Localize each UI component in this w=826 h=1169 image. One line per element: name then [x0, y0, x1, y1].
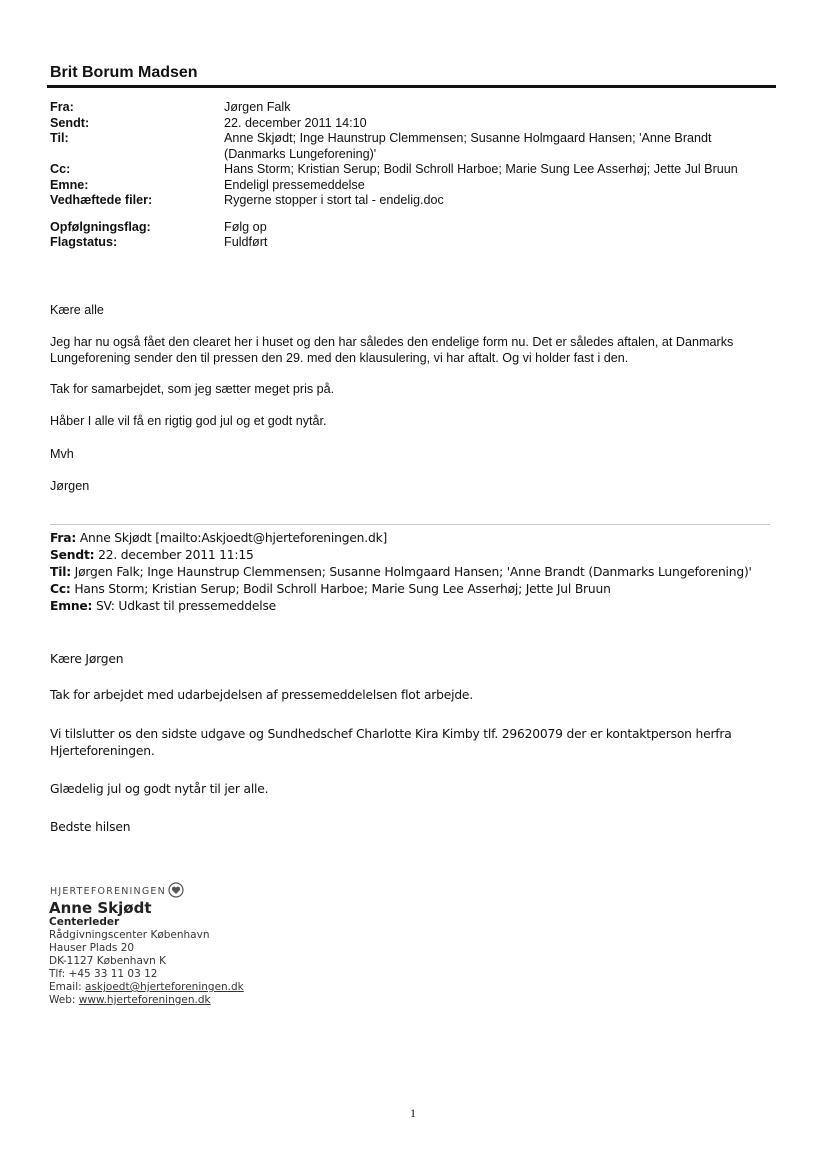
header-from: [50, 100, 770, 116]
header-flag: [50, 220, 770, 236]
header-attachments: [50, 193, 770, 209]
header-value: Anne Skjødt; Inge Haunstrup Clemmensen; Susanne Holmgaard Hansen; 'Anne Brandt (Danmarks Lungeforening)': [224, 131, 712, 161]
header-label: Til:: [50, 131, 69, 145]
fwd-to: Til: Jørgen Falk; Inge Haunstrup Clemmensen; Susanne Holmgaard Hansen; 'Anne Brandt (Danmarks Lungeforening)': [50, 565, 752, 579]
header-flag-status: [50, 235, 770, 251]
signature-city: DK-1127 København K: [49, 955, 166, 967]
forwarded-header: [50, 530, 770, 615]
body-paragraph: Jeg har nu også fået den clearet her i huset og den har således den endelige form nu. Det er således aftalen, at Danmarks Lungeforening sender den til pressen den 29. med den klausulering, vi har aftalt. Og vi holder fast i den.: [50, 335, 734, 365]
header-value: Endeligl pressemeddelse: [224, 177, 365, 192]
header-label: Opfølgningsflag:: [50, 219, 151, 234]
header-label: Emne:: [50, 177, 89, 192]
email-link[interactable]: askjoedt@hjerteforeningen.dk: [85, 981, 244, 993]
mailbox-owner: Brit Borum Madsen: [50, 64, 198, 81]
header-label: Vedhæftede filer:: [50, 193, 153, 207]
header-to: [50, 131, 770, 162]
body-paragraph: Kære Jørgen: [50, 652, 124, 666]
signature-center: Rådgivningscenter København: [49, 929, 210, 941]
forward-separator: [50, 524, 770, 525]
body-paragraph: Bedste hilsen: [50, 820, 131, 834]
signature-phone: Tlf: +45 33 11 03 12: [49, 968, 158, 980]
signature-street: Hauser Plads 20: [49, 942, 135, 954]
heart-logo-icon: [168, 882, 184, 898]
header-value: Følg op: [224, 219, 267, 234]
body-paragraph: Mvh: [50, 447, 74, 461]
header-rule: [47, 85, 776, 88]
fwd-sent: Sendt: 22. december 2011 11:15: [50, 548, 254, 562]
header-label: Sendt:: [50, 115, 90, 130]
signature-email: Email: askjoedt@hjerteforeningen.dk: [49, 981, 244, 993]
body-paragraph: Tak for arbejdet med udarbejdelsen af pressemeddelelsen flot arbejde.: [50, 688, 473, 702]
message-header: [50, 100, 770, 251]
body-paragraph: Vi tilslutter os den sidste udgave og Sundhedschef Charlotte Kira Kimby tlf. 29620079 der er kontaktperson herfra Hjerteforeningen.: [50, 727, 732, 758]
body-paragraph: Tak for samarbejdet, som jeg sætter meget pris på.: [50, 382, 335, 396]
body-paragraph: Glædelig jul og godt nytår til jer alle.: [50, 782, 269, 796]
header-value: Fuldført: [224, 235, 268, 249]
body-paragraph: Jørgen: [50, 479, 90, 493]
header-cc: [50, 162, 770, 178]
page-number: 1: [410, 1106, 416, 1120]
fwd-from: Fra: Anne Skjødt [mailto:Askjoedt@hjerteforeningen.dk]: [50, 531, 388, 545]
header-label: Fra:: [50, 100, 74, 114]
fwd-cc: Cc: Hans Storm; Kristian Serup; Bodil Schroll Harboe; Marie Sung Lee Asserhøj; Jette Jul Bruun: [50, 582, 611, 596]
header-label: Flagstatus:: [50, 235, 118, 249]
header-value: Hans Storm; Kristian Serup; Bodil Schroll Harboe; Marie Sung Lee Asserhøj; Jette Jul Bruun: [224, 162, 738, 176]
header-value: 22. december 2011 14:10: [224, 115, 367, 130]
body-paragraph: Håber I alle vil få en rigtig god jul og et godt nytår.: [50, 414, 327, 428]
web-link[interactable]: www.hjerteforeningen.dk: [78, 994, 211, 1006]
body-paragraph: Kære alle: [50, 303, 104, 317]
header-value: Jørgen Falk: [224, 100, 291, 114]
signature-title: Centerleder: [49, 916, 120, 928]
attachment-link[interactable]: Rygerne stopper i stort tal - endelig.doc: [224, 193, 444, 207]
header-label: Cc:: [50, 162, 71, 176]
header-subject: [50, 178, 770, 194]
signature-org-logo: HJERTEFORENINGEN: [50, 886, 166, 897]
signature-name: Anne Skjødt: [49, 899, 152, 917]
signature-web: Web: www.hjerteforeningen.dk: [49, 994, 211, 1006]
header-sent: [50, 116, 770, 132]
fwd-subject: Emne: SV: Udkast til pressemeddelse: [50, 599, 277, 613]
